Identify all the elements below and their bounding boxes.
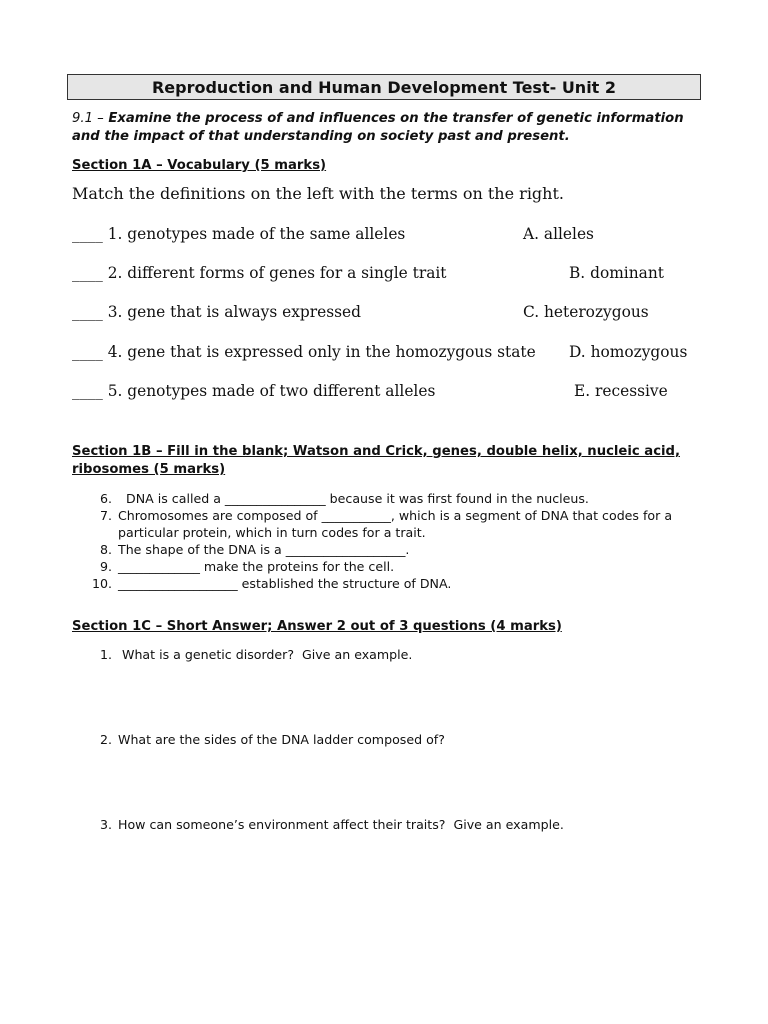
- item-text: Chromosomes are composed of ___________, which is a segment of DNA that codes for a particular protein, which in turn codes for a trait.: [118, 508, 673, 540]
- list-item: [72, 541, 722, 558]
- answer-blank[interactable]: ____: [72, 264, 103, 282]
- list-item: [72, 507, 722, 541]
- term-a: A. alleles: [523, 225, 594, 243]
- term-b: B. dominant: [569, 264, 664, 282]
- item-number: 10.: [91, 576, 112, 591]
- definition: 1. genotypes made of the same alleles: [107, 225, 406, 243]
- section-1b-heading: Section 1B – Fill in the blank; Watson and Crick, genes, double helix, nucleic acid, ribosomes (5 marks): [72, 444, 680, 477]
- objective-text: Examine the process of and influences on the transfer of genetic information and the impact of that understanding on society past and present.: [72, 111, 684, 144]
- list-item: [72, 558, 722, 575]
- answer-blank[interactable]: ____: [72, 343, 103, 361]
- definition: 5. genotypes made of two different alleles: [107, 382, 436, 400]
- section-1c-heading: Section 1C – Short Answer; Answer 2 out of 3 questions (4 marks): [72, 619, 562, 634]
- item-number: 6.: [99, 491, 112, 506]
- list-item: [72, 490, 722, 507]
- answer-blank[interactable]: ____: [72, 225, 103, 243]
- match-row-5: [72, 382, 435, 400]
- short-answer-question-1: [72, 647, 712, 662]
- item-number: 9.: [99, 559, 112, 574]
- page-title: Reproduction and Human Development Test- Unit 2: [151, 77, 617, 97]
- definition: 4. gene that is expressed only in the homozygous state: [107, 343, 536, 361]
- fill-in-list: [72, 490, 722, 592]
- question-text: What is a genetic disorder? Give an example.: [118, 647, 413, 662]
- item-text: DNA is called a ________________ because it was first found in the nucleus.: [118, 491, 589, 506]
- item-number: 7.: [99, 508, 112, 523]
- title-box: [67, 74, 701, 100]
- curriculum-objective: [72, 110, 712, 146]
- term-d: D. homozygous: [569, 343, 688, 361]
- match-row-1: [72, 225, 405, 243]
- item-text: _____________ make the proteins for the cell.: [118, 559, 395, 574]
- definition: 3. gene that is always expressed: [107, 303, 361, 321]
- section-1a-instructions: Match the definitions on the left with the terms on the right.: [72, 184, 564, 203]
- answer-blank[interactable]: ____: [72, 303, 103, 321]
- list-item: [72, 575, 722, 592]
- section-1a-heading: Section 1A – Vocabulary (5 marks): [72, 158, 327, 173]
- answer-blank[interactable]: ____: [72, 382, 103, 400]
- term-e: E. recessive: [574, 382, 668, 400]
- question-number: 1.: [99, 647, 112, 662]
- match-row-2: [72, 264, 446, 282]
- question-number: 2.: [99, 732, 112, 747]
- short-answer-question-3: [72, 817, 712, 832]
- match-row-4: [72, 343, 536, 361]
- term-c: C. heterozygous: [523, 303, 649, 321]
- item-number: 8.: [99, 542, 112, 557]
- definition: 2. different forms of genes for a single trait: [107, 264, 447, 282]
- match-row-3: [72, 303, 361, 321]
- question-text: How can someone’s environment affect their traits? Give an example.: [118, 817, 564, 832]
- question-text: What are the sides of the DNA ladder composed of?: [118, 732, 445, 747]
- item-text: The shape of the DNA is a ___________________.: [118, 542, 410, 557]
- objective-code: 9.1 –: [72, 111, 104, 126]
- short-answer-question-2: [72, 732, 712, 747]
- item-text: ___________________ established the structure of DNA.: [118, 576, 452, 591]
- question-number: 3.: [99, 817, 112, 832]
